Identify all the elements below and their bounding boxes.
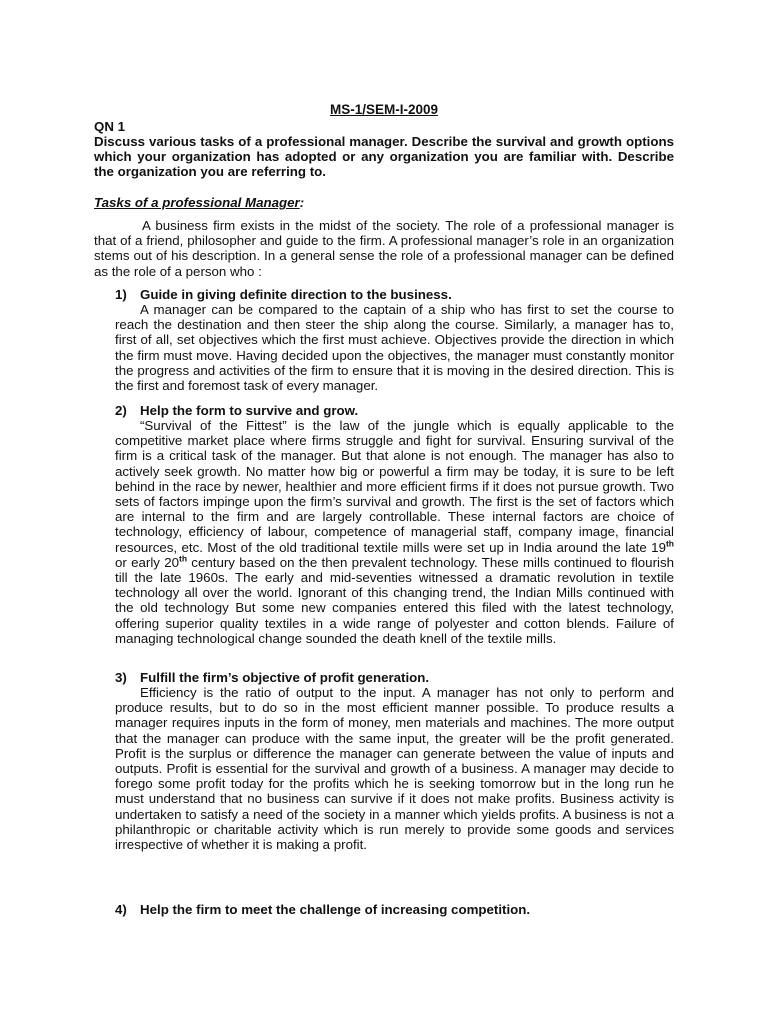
item-body-text: or early 20 (115, 554, 179, 570)
superscript: th (665, 538, 674, 549)
section-heading-text: Tasks of a professional Manager (94, 195, 300, 210)
item-body-text: century based on the then prevalent technology. These mills continued to flourish till the late 1960s. The early and mid-seventies witnessed a dramatic revolution in textile technology all over the world. Ignorant of this changing trend, the Indian Mills continued with the old technology But some new companies entered this filed with the latest technology, offering superior quality textiles in a wide range of polyester and cotton blends. Failure of managing technological change sounded the death knell of the textile mills. (115, 554, 675, 646)
item-number: 1) (115, 287, 127, 302)
question-number: QN 1 (94, 119, 126, 134)
item-heading-text: Fulfill the firm’s objective of profit generation. (140, 670, 430, 685)
item-heading (115, 403, 358, 418)
intro-text: A business firm exists in the midst of the society. The role of a professional manager is that of a friend, philosopher and guide to the firm. A professional manager’s role in an organization stems out of his description. In a general sense the role of a professional manager can be defined as the role of a person who : (94, 218, 674, 279)
item-heading (115, 287, 452, 302)
item-number: 3) (115, 670, 127, 685)
item-body: Efficiency is the ratio of output to the input. A manager has not only to perform and produce results, but to do so in the most efficient manner possible. To produce results a manager requires inputs in the form of money, men materials and machines. The more output that the manager can produce with the same input, the greater will be the profit generated. Profit is the surplus or difference the manager can generate between the value of inputs and outputs. Profit is essential for the survival and growth of a business. A manager may decide to forego some profit today for the profits which he is seeking tomorrow but in the long run he must understand that no business can survive if it does not make profits. Business activity is undertaken to satisfy a need of the society in a manner which yields profits. A business is not a philanthropic or charitable activity which is run merely to provide some goods and services irrespective of whether it is making a profit. (115, 685, 674, 853)
section-heading (94, 195, 674, 210)
section-heading-colon: : (299, 195, 305, 210)
document-title: MS-1/SEM-I-2009 (329, 102, 439, 117)
intro-paragraph (94, 218, 674, 279)
item-heading (115, 902, 530, 917)
item-heading-text: Help the form to survive and grow. (140, 403, 359, 418)
superscript: th (179, 553, 188, 564)
item-body: A manager can be compared to the captain of a ship who has first to set the course to reach the destination and then steer the ship along the course. Similarly, a manager has to, first of all, set objectives which the first must achieve. Objectives provide the direction in which the firm must move. Having decided upon the objectives, the manager must constantly monitor the progress and activities of the firm to ensure that it is moving in the desired direction. This is the first and foremost task of every manager. (115, 302, 674, 394)
item-body (115, 418, 674, 646)
item-heading (115, 670, 429, 685)
item-body-text: “Survival of the Fittest” is the law of the jungle which is equally applicable to the competitive market place where firms struggle and fight for survival. Ensuring survival of the firm is a critical task of the manager. But that alone is not enough. The manager has also to actively seek growth. No matter how big or powerful a firm may be today, it is sure to be left behind in the race by newer, healthier and more efficient firms if it does not pursue growth. Two sets of factors impinge upon the firm’s survival and growth. The first is the set of factors which are internal to the firm and are largely controllable. These internal factors are choice of technology, efficiency of labour, competence of managerial staff, company image, financial resources, etc. Most of the old traditional textile mills were set up in India around the late 19 (115, 418, 674, 555)
item-heading-text: Guide in giving definite direction to the business. (140, 287, 452, 302)
item-heading-text: Help the firm to meet the challenge of increasing competition. (140, 902, 531, 917)
item-number: 4) (115, 902, 127, 917)
item-number: 2) (115, 403, 127, 418)
question-text: Discuss various tasks of a professional manager. Describe the survival and growth options which your organization has adopted or any organization you are familiar with. Describe the organization you are referring to. (94, 134, 674, 180)
